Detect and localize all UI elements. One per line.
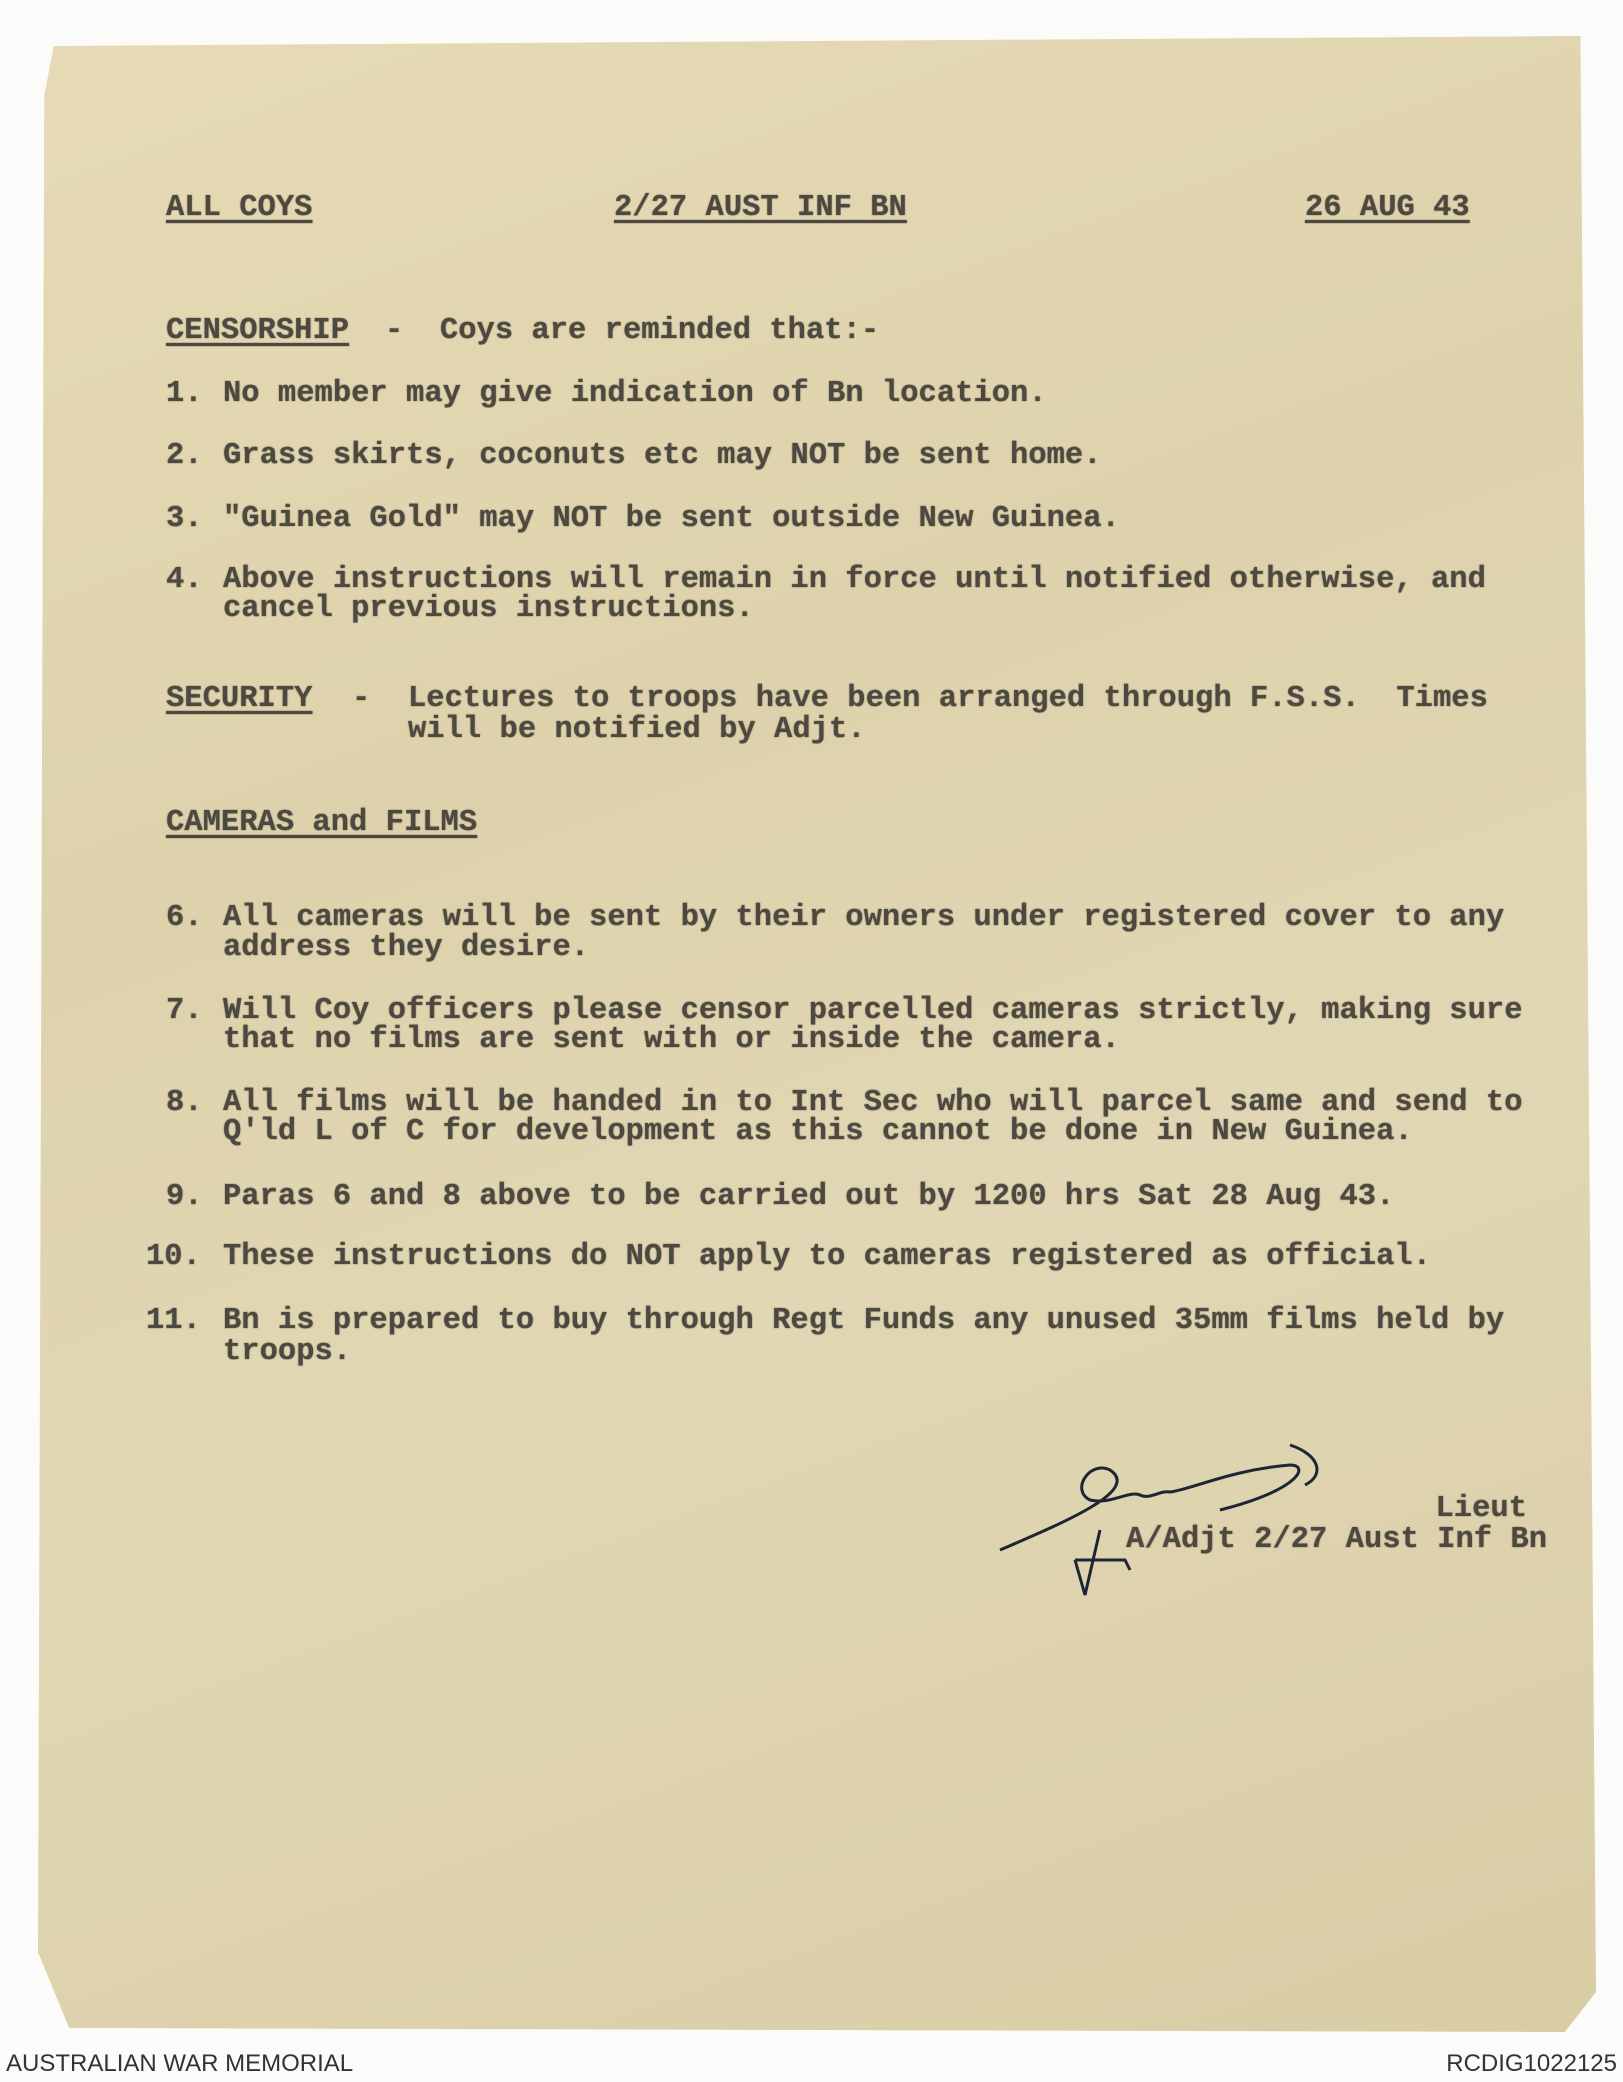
item-text: "Guinea Gold" may NOT be sent outside New Guinea. xyxy=(223,502,1120,536)
item-number: 9. xyxy=(166,1180,203,1214)
footer-archive-name: AUSTRALIAN WAR MEMORIAL xyxy=(6,2050,354,2077)
item-text: Paras 6 and 8 above to be carried out by 1200 hrs Sat 28 Aug 43. xyxy=(223,1180,1395,1214)
item-number: 10. xyxy=(146,1240,201,1274)
item-number: 7. xyxy=(166,994,203,1028)
footer-record-id: RCDIG1022125 xyxy=(1446,2050,1617,2077)
security-heading: SECURITY xyxy=(166,682,313,716)
item-text: No member may give indication of Bn location. xyxy=(223,377,1047,411)
item-text: All cameras will be sent by their owners under registered cover to any xyxy=(223,901,1505,935)
security-text: Lectures to troops have been arranged through F.S.S. Times xyxy=(408,682,1488,716)
item-text: These instructions do NOT apply to cameras registered as official. xyxy=(223,1240,1431,1274)
item-text: cancel previous instructions. xyxy=(223,592,754,626)
item-number: 6. xyxy=(166,901,203,935)
header-date: 26 AUG 43 xyxy=(1305,191,1470,225)
item-number: 2. xyxy=(166,439,203,473)
item-number: 4. xyxy=(166,563,203,597)
item-text: address they desire. xyxy=(223,931,590,965)
security-text: will be notified by Adjt. xyxy=(408,713,866,747)
item-text: Grass skirts, coconuts etc may NOT be sent home. xyxy=(223,439,1102,473)
header-unit: 2/27 AUST INF BN xyxy=(614,191,907,225)
item-text: Will Coy officers please censor parcelled cameras strictly, making sure xyxy=(223,994,1523,1028)
item-text: Above instructions will remain in force until notified otherwise, and xyxy=(223,563,1486,597)
item-text: Q'ld L of C for development as this cannot be done in New Guinea. xyxy=(223,1115,1413,1149)
handwritten-signature xyxy=(990,1430,1390,1610)
item-number: 11. xyxy=(146,1304,201,1338)
cameras-heading: CAMERAS and FILMS xyxy=(166,806,478,840)
item-text: that no films are sent with or inside the camera. xyxy=(223,1023,1120,1057)
header-recipient: ALL COYS xyxy=(166,191,313,225)
item-number: 3. xyxy=(166,502,203,536)
censorship-intro: - Coys are reminded that:- xyxy=(385,314,880,348)
censorship-heading: CENSORSHIP xyxy=(166,314,350,348)
item-text: All films will be handed in to Int Sec who will parcel same and send to xyxy=(223,1086,1523,1120)
security-dash: - xyxy=(352,682,371,716)
signatory-title: A/Adjt 2/27 Aust Inf Bn xyxy=(1126,1523,1547,1557)
item-number: 8. xyxy=(166,1086,203,1120)
item-text: Bn is prepared to buy through Regt Funds any unused 35mm films held by xyxy=(223,1304,1505,1338)
signatory-rank: Lieut xyxy=(1435,1492,1527,1526)
item-number: 1. xyxy=(166,377,203,411)
item-text: troops. xyxy=(223,1335,352,1369)
